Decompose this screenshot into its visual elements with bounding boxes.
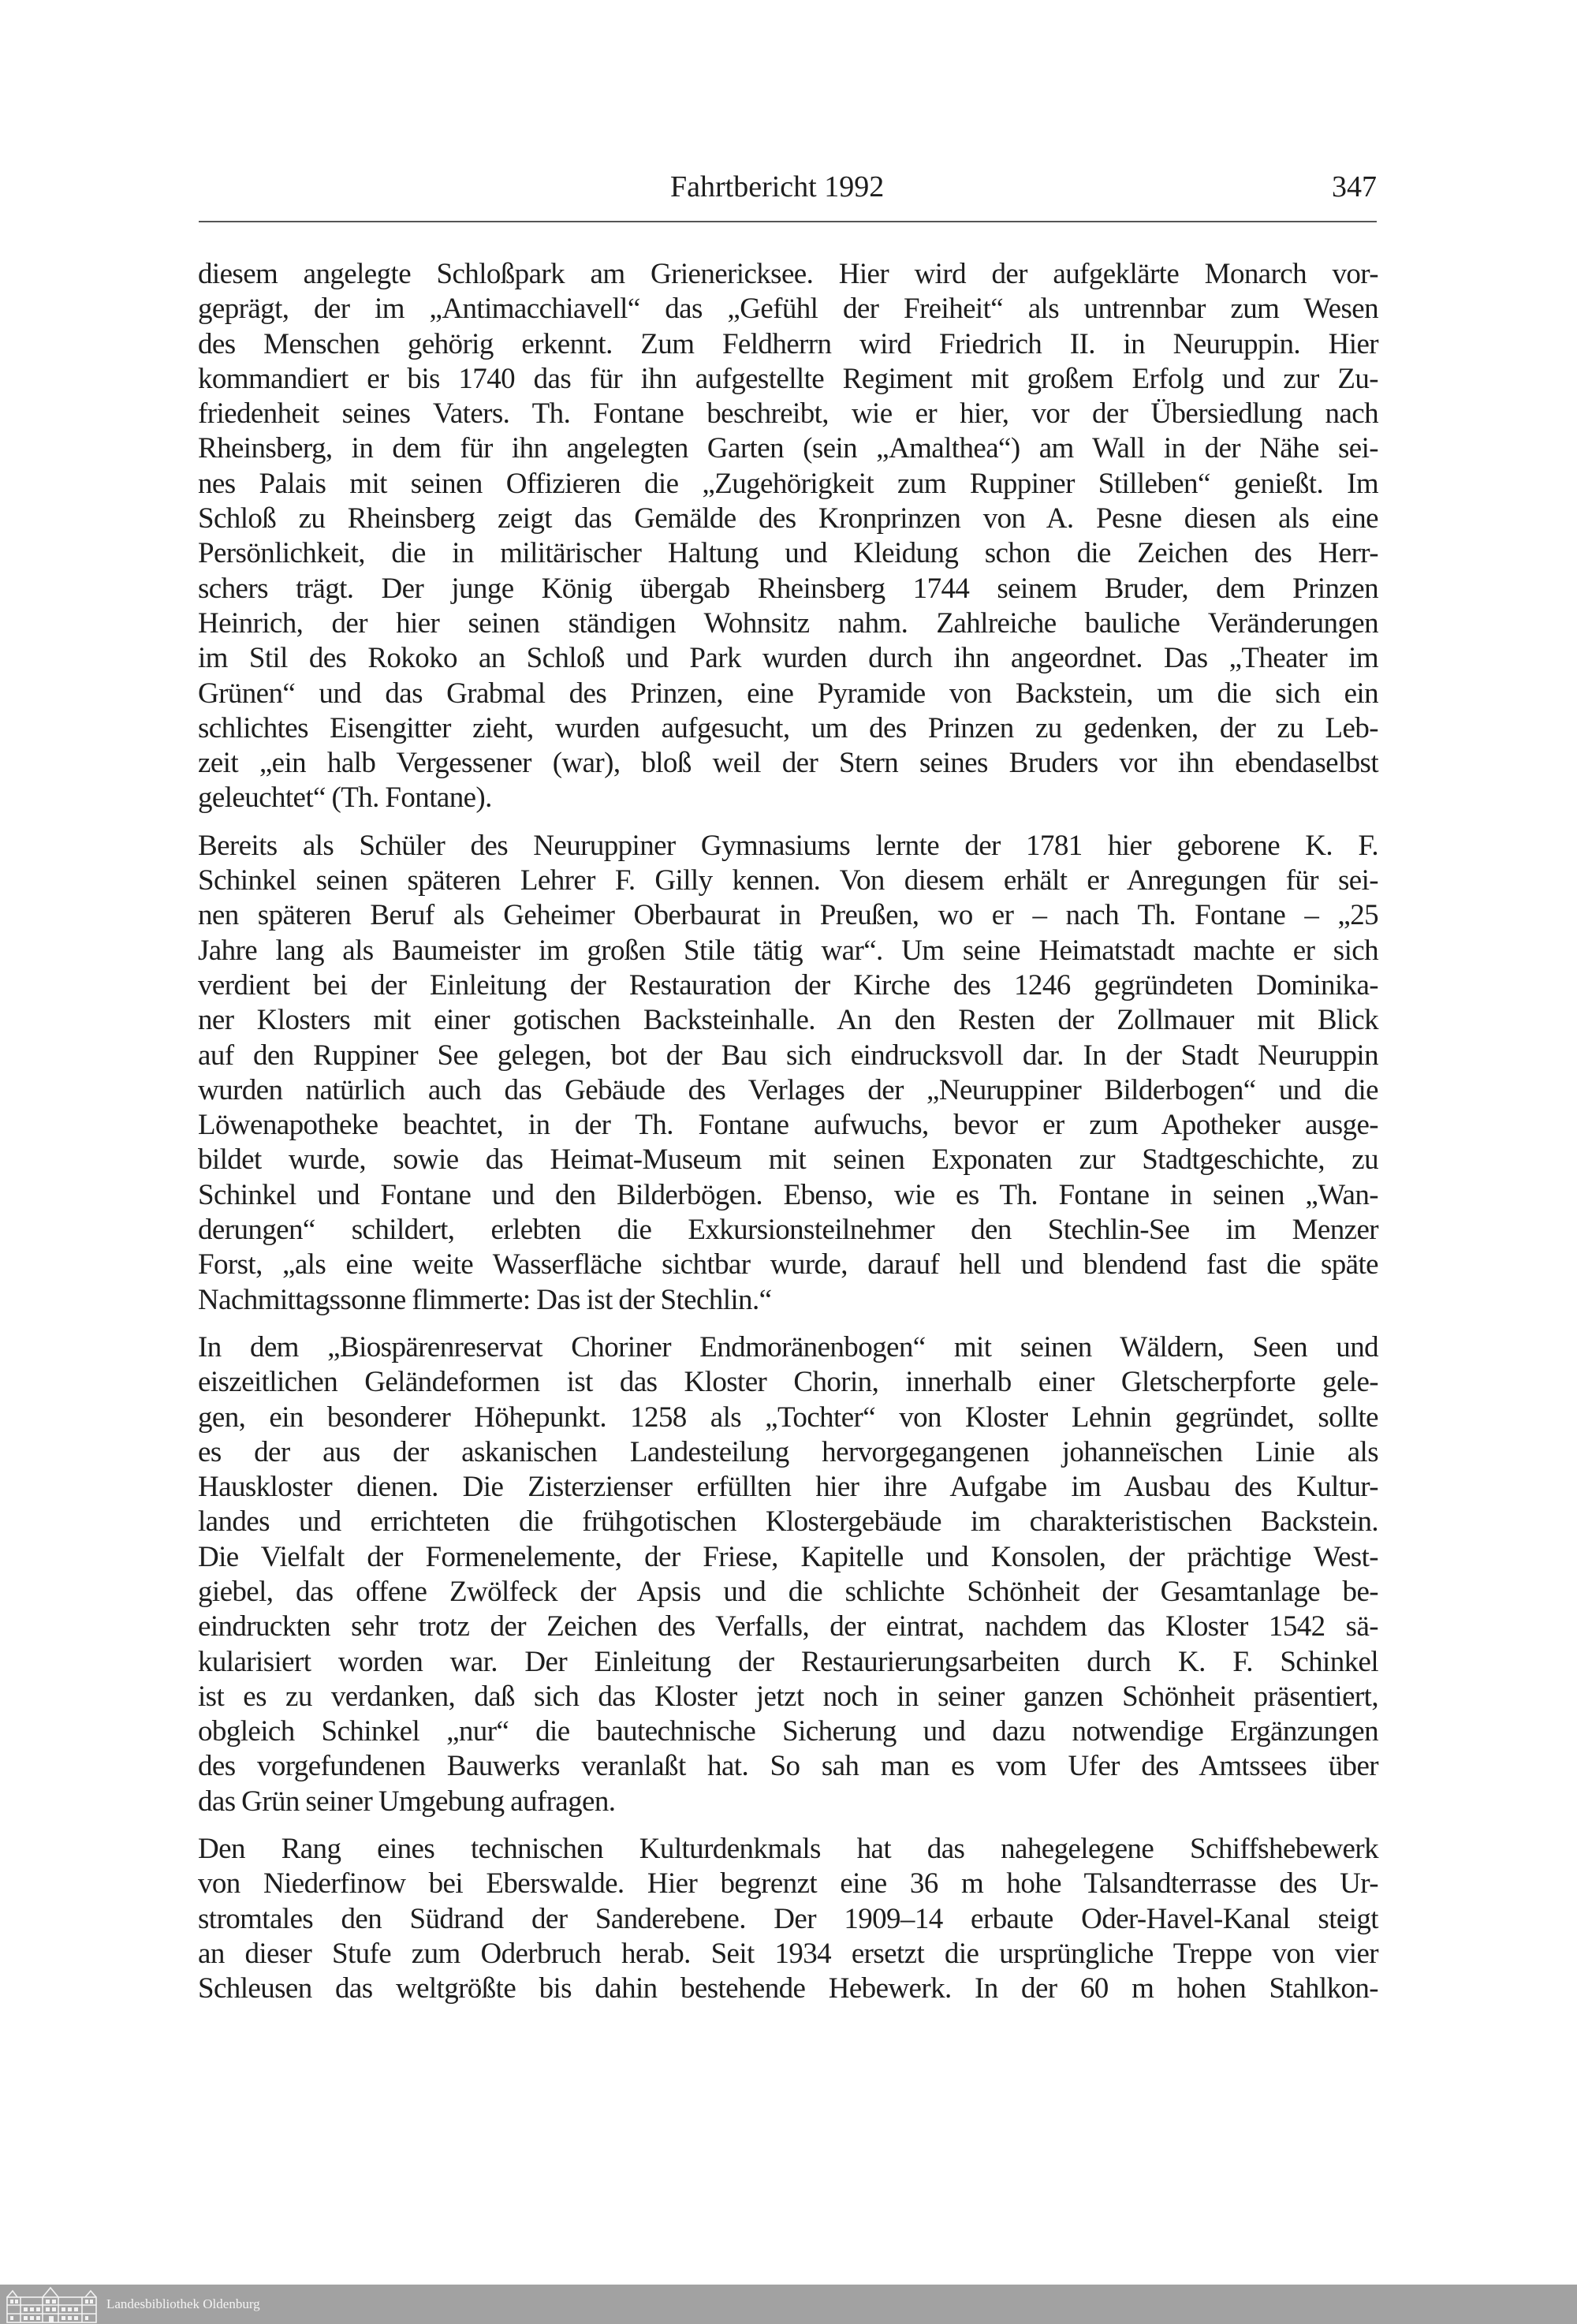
- text-line: nen späteren Beruf als Geheimer Oberbaurat in Preußen, wo er – nach Th. Fontane – „25: [198, 899, 1378, 932]
- text-line: Löwenapotheke beachtet, in der Th. Fontane aufwuchs, bevor er zum Apotheker ausge-: [198, 1109, 1378, 1142]
- text-line: In dem „Biospärenreservat Choriner Endmoränenbogen“ mit seinen Wäldern, Seen und: [198, 1330, 1378, 1363]
- text-line: Den Rang eines technischen Kulturdenkmals hat das nahegelegene Schiffshebewerk: [198, 1833, 1378, 1866]
- text-line: auf den Ruppiner See gelegen, bot der Bau sich eindrucksvoll dar. In der Stadt Neuruppin: [198, 1039, 1378, 1072]
- body-text: [198, 257, 1378, 2020]
- footer-library-name: Landesbibliothek Oldenburg: [106, 2296, 260, 2311]
- text-line: Jahre lang als Baumeister im großen Stile tätig war“. Um seine Heimatstadt machte er sich: [198, 934, 1378, 967]
- text-line: Rheinsberg, in dem für ihn angelegten Garten (sein „Amalthea“) am Wall in der Nähe sei-: [198, 432, 1378, 465]
- text-line: Bereits als Schüler des Neuruppiner Gymnasiums lernte der 1781 hier geborene K. F.: [198, 829, 1378, 862]
- paragraph: [198, 1330, 1378, 1819]
- text-line: Schleusen das weltgrößte bis dahin bestehende Hebewerk. In der 60 m hohen Stahlkon-: [198, 1972, 1378, 2005]
- text-line: es der aus der askanischen Landesteilung hervorgegangenen johanneïschen Linie als: [198, 1435, 1378, 1468]
- text-line: geprägt, der im „Antimacchiavell“ das „Gefühl der Freiheit“ als untrennbar zum Wesen: [198, 293, 1378, 326]
- text-line: schlichtes Eisengitter zieht, wurden aufgesucht, um des Prinzen zu gedenken, der zu Leb-: [198, 711, 1378, 744]
- text-line: nes Palais mit seinen Offizieren die „Zugehörigkeit zum Ruppiner Stilleben“ genießt. Im: [198, 467, 1378, 500]
- text-line: Persönlichkeit, die in militärischer Haltung und Kleidung schon die Zeichen des Herr-: [198, 537, 1378, 570]
- text-line: des Menschen gehörig erkennt. Zum Feldherrn wird Friedrich II. in Neuruppin. Hier: [198, 327, 1378, 360]
- text-line: Die Vielfalt der Formenelemente, der Friese, Kapitelle und Konsolen, der prächtige West-: [198, 1540, 1378, 1573]
- running-head: [631, 167, 1377, 207]
- paragraph: [198, 257, 1378, 816]
- text-line: wurden natürlich auch das Gebäude des Verlages der „Neuruppiner Bilderbogen“ und die: [198, 1073, 1378, 1106]
- paragraph: [198, 829, 1378, 1318]
- text-line: Hauskloster dienen. Die Zisterzienser erfüllten hier ihre Aufgabe im Ausbau des Kultur-: [198, 1471, 1378, 1504]
- footer-bar: [0, 2285, 1577, 2324]
- text-line: ist es zu verdanken, daß sich das Kloster jetzt noch in seiner ganzen Schönheit präsentiert,: [198, 1680, 1378, 1713]
- text-line: im Stil des Rokoko an Schloß und Park wurden durch ihn angeordnet. Das „Theater im: [198, 642, 1378, 675]
- text-line: giebel, das offene Zwölfeck der Apsis und die schlichte Schönheit der Gesamtanlage be-: [198, 1575, 1378, 1608]
- text-line: zeit „ein halb Vergessener (war), bloß weil der Stern seines Bruders vor ihn ebendaselbst: [198, 747, 1378, 780]
- text-line: eiszeitlichen Geländeformen ist das Kloster Chorin, innerhalb einer Gletscherpforte gele-: [198, 1366, 1378, 1399]
- text-line: geleuchtet“ (Th. Fontane).: [198, 782, 492, 815]
- text-line: an dieser Stufe zum Oderbruch herab. Seit 1934 ersetzt die ursprüngliche Treppe von vier: [198, 1937, 1378, 1970]
- text-line: diesem angelegte Schloßpark am Grienericksee. Hier wird der aufgeklärte Monarch vor-: [198, 258, 1378, 290]
- text-line: Nachmittagssonne flimmerte: Das ist der Stechlin.“: [198, 1283, 772, 1316]
- text-line: Heinrich, der hier seinen ständigen Wohnsitz nahm. Zahlreiche bauliche Veränderungen: [198, 606, 1378, 640]
- text-line: ner Klosters mit einer gotischen Backsteinhalle. An den Resten der Zollmauer mit Blick: [198, 1004, 1378, 1037]
- text-line: landes und errichteten die frühgotischen Klostergebäude im charakteristischen Backstein.: [198, 1505, 1378, 1539]
- text-line: schers trägt. Der junge König übergab Rheinsberg 1744 seinem Bruder, dem Prinzen: [198, 572, 1378, 605]
- text-line: verdient bei der Einleitung der Restauration der Kirche des 1246 gegründeten Dominika-: [198, 968, 1378, 1002]
- text-line: stromtales den Südrand der Sanderebene. Der 1909–14 erbaute Oder-Havel-Kanal steigt: [198, 1902, 1378, 1935]
- header-rule: [199, 221, 1377, 222]
- paragraph: [198, 1832, 1378, 2006]
- text-line: des vorgefundenen Bauwerks veranlaßt hat. So sah man es vom Ufer des Amtssees über: [198, 1750, 1378, 1783]
- text-line: Forst, „als eine weite Wasserfläche sichtbar wurde, darauf hell und blendend fast die späte: [198, 1248, 1378, 1281]
- text-line: obgleich Schinkel „nur“ die bautechnische Sicherung und dazu notwendige Ergänzungen: [198, 1715, 1378, 1748]
- text-line: das Grün seiner Umgebung aufragen.: [198, 1785, 616, 1818]
- text-line: friedenheit seines Vaters. Th. Fontane beschreibt, wie er hier, vor der Übersiedlung nach: [198, 397, 1378, 431]
- text-line: Grünen“ und das Grabmal des Prinzen, eine Pyramide von Backstein, um die sich ein: [198, 677, 1378, 710]
- text-line: Schinkel seinen späteren Lehrer F. Gilly kennen. Von diesem erhält er Anregungen für sei-: [198, 864, 1378, 897]
- text-line: bildet wurde, sowie das Heimat-Museum mit seinen Exponaten zur Stadtgeschichte, zu: [198, 1143, 1378, 1177]
- page-number: 347: [1332, 170, 1377, 203]
- text-line: Schloß zu Rheinsberg zeigt das Gemälde des Kronprinzen von A. Pesne diesen als eine: [198, 502, 1378, 535]
- text-line: gen, ein besonderer Höhepunkt. 1258 als „Tochter“ von Kloster Lehnin gegründet, sollte: [198, 1401, 1378, 1434]
- text-line: derungen“ schildert, erlebten die Exkursionsteilnehmer den Stechlin-See im Menzer: [198, 1214, 1378, 1247]
- library-building-icon: [5, 2286, 98, 2324]
- text-line: eindruckten sehr trotz der Zeichen des Verfalls, der eintrat, nachdem das Kloster 1542 sä-: [198, 1610, 1378, 1643]
- running-head-title: Fahrtbericht 1992: [670, 170, 885, 203]
- text-line: kularisiert worden war. Der Einleitung der Restaurierungsarbeiten durch K. F. Schinkel: [198, 1645, 1378, 1678]
- text-line: kommandiert er bis 1740 das für ihn aufgestellte Regiment mit großem Erfolg und zur Zu-: [198, 362, 1378, 395]
- text-line: von Niederfinow bei Eberswalde. Hier begrenzt eine 36 m hohe Talsandterrasse des Ur-: [198, 1867, 1378, 1901]
- text-line: Schinkel und Fontane und den Bilderbögen. Ebenso, wie es Th. Fontane in seinen „Wan-: [198, 1178, 1378, 1211]
